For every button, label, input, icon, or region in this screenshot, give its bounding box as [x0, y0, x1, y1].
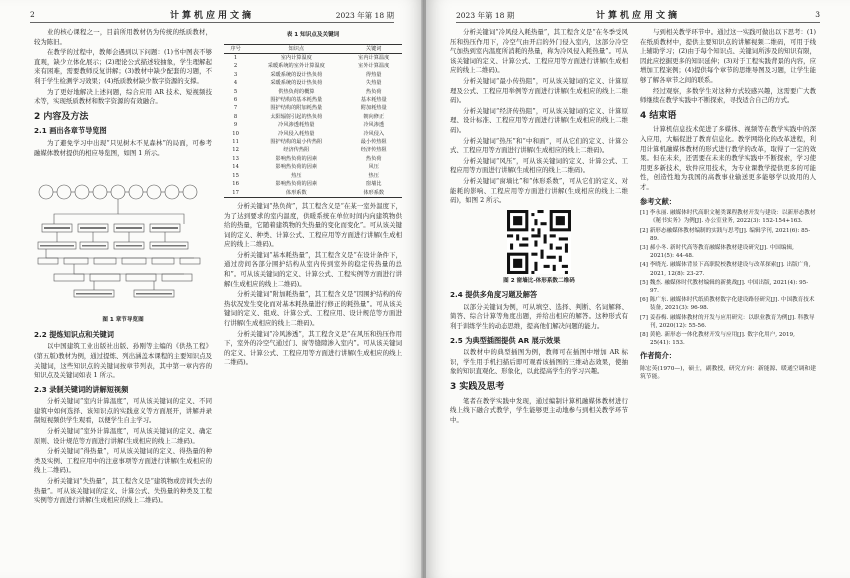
table-cell: 围护结构的基本耗热量: [270, 97, 323, 104]
reference-item: [7] 姜春梅. 融媒体教材的开发与应用研究：以职业教育为例[J]. 科教导刊, 2020(12): 55-56.: [640, 314, 815, 329]
paragraph: 分析关键词“冷风侵入耗热量”，其工程含义是“在冬季受风压和热压作用下，冷空气由开启的外门侵入室内，这部分冷空气加热到室内温度所消耗的热量，称为冷风侵入耗热量”。可从该关键词的定义、计算公式、工程应用等方面进行讲解(生成相应的线上二维码)。: [450, 28, 628, 75]
table-cell: 冷风侵入: [363, 130, 385, 137]
right-column-1: [450, 28, 628, 426]
table-cell: 17: [224, 189, 247, 198]
table-row: [224, 189, 402, 198]
right-column-2: [640, 28, 816, 382]
table-cell: 11: [232, 139, 239, 146]
paragraph: 经过观察，多数学生对这种方式较感兴趣，这需要广大教师继续在教学实践中不断探索，寻找适合自己的方式。: [640, 86, 816, 105]
paragraph: 业的核心课程之一，目前所用教材仍为传统的纸质教材，较为陈旧。: [34, 28, 212, 46]
left-column-1: [34, 28, 212, 507]
table-cell: 基本耗热量: [360, 97, 387, 104]
table-cell: 1: [233, 55, 238, 61]
reference-item: [4] 李晓光. 融媒体背景下高职院校教材建设与改革探索[J]. 出版广角, 2021, 12(8): 23-27.: [640, 262, 811, 277]
table-cell: 热负荷: [365, 155, 382, 162]
table-row: [224, 96, 402, 104]
table-cell: 经济传热阻: [283, 147, 310, 154]
right-page-number: 3: [815, 10, 820, 19]
table-cell: 围护结构的最小传热阻: [270, 139, 323, 146]
table-row: [224, 54, 402, 63]
table-cell: 室内计算温度: [358, 55, 390, 61]
table-cell: 影响热负荷的因素: [275, 164, 318, 171]
table-cell: 失热量: [365, 80, 382, 87]
figure-2-caption: 图 2 窗墙比-体形系数二维码: [503, 277, 575, 284]
table-cell: 14: [232, 164, 239, 171]
table-cell: 热负荷: [365, 88, 382, 95]
paragraph: 计算机信息技术促进了多媒体、视频等在教学实践中的深入应用，大幅促进了教育信息化。教学网络化的改革进程，利用计算机融媒体教材的形式进行教学的改革，取得了一定的效果。但在未来，还需要在未来的教学实践中不断探索，学习使用更多新技术，软件应用技术，为专业课教学提供更多的可能性，创造性地为我国的高教事业输送更多能够学以致用的人才。: [640, 125, 816, 191]
reference-item: [1] 李永丽. 融媒体时代高职文秘类课程教材开发与建设：以新形态教材《秘书实务》为例[J]. 办公室业务, 2022(3): 152-154+163.: [640, 210, 816, 225]
chapter-guide-figure: [34, 162, 212, 312]
table-cell: 热压: [368, 172, 379, 179]
table-row: [224, 130, 402, 138]
paragraph: 在教学的过程中，教师会遇到以下问题：(1)书中图表不够直观，缺少立体化展示；(2)理论公式描述较抽象，学生理解起来有困难，需要教师反复讲解；(3)教材中缺少配套的习题，不利于学生检测学习效果；(4)纸质教材缺少数字资源的支撑。: [34, 48, 212, 85]
paragraph: 分析关键词“附加耗热量”，其工程含义是“因围护结构的传热状况发生变化而对基本耗热量进行修正的耗热量”。可从该关键词的定义、组成、计算公式、工程应用、设计规范等方面进行讲解(生成相应的线上二维码)。: [224, 290, 402, 328]
paragraph: 分析关键词“基本耗热量”，其工程含义是“在设计条件下，通过房间各部分围护结构从室内传到室外的稳定传热量的总和”。可从该关键词的定义、计算公式、工程实例等方面进行讲解(生成相应的线上二维码)。: [224, 250, 402, 288]
journal-title: 计算机应用文摘: [595, 11, 680, 21]
paragraph: 分析关键词“失热量”，其工程含义是“建筑物或房间失去的热量”。可从该关键词的定义、计算公式、失热量的种类及工程实例等方面进行讲解(生成相应的线上二维码)。: [34, 477, 212, 505]
subsection-heading: 2.4 提供多角度习题及解答: [450, 290, 538, 300]
paragraph: 为了避免学习中出现“只见树木不见森林”的局面，可参考融媒体教材提供的相应导览图，如图 1 所示。: [34, 138, 212, 157]
subsection-heading: 2.3 录制关键词的讲解短视频: [34, 384, 129, 394]
paragraph: 与到相关教学环节中。通过这一实践可做出以下思考：(1)在纸质教材中，提供主要知识点的讲解视频二维码，可用于线上辅助学习；(2)由于每个知识点、关键词所涉及的知识有限，因此应挖掘更多的知识延伸；(3)对于工程实践背景的内容，应增加工程案例；(4)提供每个章节的思维导图及习题，让学生能够了解各章节之间的联系。: [640, 28, 816, 84]
subsection-heading: 2.5 为典型插图提供 AR 展示效果: [450, 335, 561, 345]
table-cell: 热压: [291, 172, 302, 179]
paragraph: 分析关键词“热压”和“中和面”，可从它们的定义、计算公式、工程应用等方面进行讲解(生成相应的线上二维码)。: [450, 136, 628, 155]
table-cell: 6: [233, 97, 238, 104]
left-page-number: 2: [30, 10, 35, 19]
left-issue: 2023 年第 18 期: [335, 11, 394, 20]
paragraph: 分析关键词“风压”，可从该关键词的定义、计算公式、工程应用等方面进行讲解(生成相应的线上二维码)。: [450, 156, 628, 175]
qr-code-icon[interactable]: [507, 210, 571, 274]
paragraph: 分析关键词“最小传热阻”，可从该关键词的定义、计算原理及公式、工程应用举例等方面进行讲解(生成相应的线上二维码)。: [450, 76, 628, 105]
author-heading: 作者简介：: [640, 351, 676, 361]
right-page: [426, 0, 850, 578]
author-bio: 陈宏英(1970—)，硕士，副教授，研究方向：新能源、暖通空调和建筑节能。: [640, 365, 816, 381]
table-row: [224, 155, 402, 163]
table-cell: 9: [233, 122, 238, 129]
table-cell: 采暖系统的设计热负荷: [270, 80, 323, 87]
section-heading: 2 内容及方法: [34, 111, 89, 122]
table-cell: 室外计算温度: [358, 63, 390, 70]
table-cell: 影响热负荷的因素: [275, 181, 318, 188]
table-1-title: 表 1 知识点及关键词: [286, 32, 340, 38]
table-cell: 15: [232, 172, 239, 179]
paragraph: 以中国建筑工业出版社出版、孙刚等主编的《供热工程》(第五版)教材为例，通过提炼、列出涵盖本课程的主要知识点及关键词，这些知识点的关键词按章节列表，其中第一章内容的知识点及关键词如表 1 所示。: [34, 342, 212, 380]
table-cell: 4: [233, 80, 238, 87]
right-page-header: [456, 8, 820, 23]
reference-item: [5] 魏杰. 融媒体时代教材编辑的新挑战[J]. 中国出版, 2021(4): 95-97.: [640, 279, 809, 294]
table-row: [224, 146, 402, 154]
table-cell: 16: [232, 181, 239, 188]
table-row: [224, 104, 402, 112]
paragraph: 为了更好地解决上述问题，综合应用 AR 技术、短视频技术等，实现纸质教材和数字资源的有效融合。: [34, 87, 212, 106]
table-cell: 室内计算温度: [280, 55, 312, 61]
table-cell: 采暖系统的设计热负荷: [270, 71, 323, 78]
table-header: 知识点: [247, 44, 345, 53]
paragraph: 分析关键词“窗墙比”和“体形系数”，可从它们的定义、对能耗的影响、工程应用等方面进行讲解(生成相应的线上二维码)，如图 2 所示。: [450, 176, 628, 205]
table-cell: 7: [233, 105, 238, 112]
left-column-2: [224, 28, 402, 369]
paragraph: 笔者在教学实践中发现，通过编制计算机融媒体教材进行线上线下融合式教学，学生能够更主动地参与到相关教学环节中。: [450, 396, 628, 424]
reference-item: [2] 新形态融媒体教材编制的实践与思考[J]. 编辑学刊, 2021(6): 85-89.: [640, 227, 811, 242]
table-cell: 围护结构的附加耗热量: [270, 105, 323, 112]
table-cell: 供热负荷的概算: [278, 88, 315, 95]
table-cell: 窗墙比: [365, 181, 382, 188]
table-cell: 体形系数: [345, 189, 402, 198]
journal-title: 计算机应用文摘: [169, 11, 254, 21]
references-list: [640, 209, 816, 347]
right-issue: 2023 年第 18 期: [456, 11, 515, 20]
table-cell: 采暖系统的室外计算温度: [267, 63, 325, 70]
table-row: [224, 88, 402, 96]
table-header: 序号: [224, 44, 247, 53]
references-heading: 参考文献：: [640, 196, 676, 206]
table-row: [224, 113, 402, 121]
table-cell: 最小传热阻: [360, 139, 387, 146]
table-row: [224, 163, 402, 171]
left-page: [0, 0, 424, 578]
table-row: [224, 180, 402, 188]
table-cell: 冷风渗透耗热量: [278, 122, 315, 129]
section-heading: 4 结束语: [640, 110, 677, 121]
table-row: [224, 71, 402, 79]
table-row: [224, 172, 402, 180]
table-header: 关键词: [345, 44, 402, 53]
table-cell: 冷风侵入耗热量: [278, 130, 315, 137]
paragraph: 分析关键词“热负荷”，其工程含义是“在某一室外温度下，为了达到要求的室内温度，供暖系统在单位时间内向建筑物供给的热量，它随着建筑物的失热量的变化而变化”。可从该关键词的定义、种类、计算公式、工程应用等方面进行讲解(生成相应的线上二维码)。: [224, 201, 402, 249]
keywords-table: [224, 44, 402, 198]
paragraph: 以部分关键词为例，可从填空、选择、判断、名词解释、简答、综合计算等角度出题，并给出相应的解答。这种形式有利于训练学生的动态思维，提高他们解决问题的能力。: [450, 302, 628, 331]
table-row: [224, 79, 402, 87]
table-cell: 朝向修正: [363, 113, 385, 120]
paragraph: 分析关键词“经济传热阻”，可从该关键词的定义、计算原理、设计标准、工程应用等方面进行讲解(生成相应的线上二维码)。: [450, 106, 628, 134]
table-row: [224, 138, 402, 146]
table-cell: 得热量: [365, 71, 382, 78]
table-cell: 经济传热阻: [360, 147, 387, 154]
table-cell: 太阳辐射引起的热负荷: [270, 113, 323, 120]
paragraph: 分析关键词“得热量”，可从该关键词的定义、得热量的种类及实例、工程应用中的注意事项等方面进行讲解(生成相应的线上二维码)。: [34, 447, 212, 475]
subsection-heading: 2.1 画出各章节导览图: [34, 126, 107, 136]
table-cell: 12: [232, 147, 239, 154]
table-cell: 附加耗热量: [360, 105, 387, 112]
table-cell: 10: [232, 130, 239, 137]
left-page-header: [30, 8, 394, 23]
paragraph: 以教材中的典型插图为例，教师可在插图中增加 AR 标识，学生用手机扫描后即可观看该插图的三维动态效果，使抽象的知识直观化、形象化，以此提高学生的学习兴趣。: [450, 348, 628, 376]
figure-1-caption: 图 1 章节导览图: [102, 317, 144, 324]
reference-item: [6] 陈广东. 融媒体时代纸质教材数字化建设路径研究[J]. 中国教育技术装备, 2021(3): 96-98.: [640, 297, 815, 312]
section-heading: 3 实践及思考: [450, 382, 505, 393]
table-row: [224, 62, 402, 70]
table-cell: 2: [233, 63, 238, 70]
paragraph: 分析关键词“冷风渗透”，其工程含义是“在风压和热压作用下，室外的冷空气通过门、窗等缝隙渗入室内”。可从该关键词的定义、计算公式、工程应用等方面进行讲解(生成相应的线上二维码)。: [224, 329, 402, 367]
reference-item: [8] 黄艳. 新形态一体化教材开发与应用[J]. 数字化用户, 2019, 25(41): 153.: [640, 331, 795, 347]
table-cell: 5: [233, 88, 238, 95]
table-cell: 风压: [368, 164, 379, 171]
table-row: [224, 121, 402, 129]
paragraph: 分析关键词“室内计算温度”，可从该关键词的定义、不同建筑中如何选择、该知识点的实践意义等方面展开，讲解并录制短视频供学生观看，以便学生自主学习。: [34, 397, 212, 425]
table-cell: 体形系数: [247, 189, 345, 198]
table-cell: 影响热负荷的因素: [275, 155, 318, 162]
table-cell: 13: [232, 155, 239, 162]
subsection-heading: 2.2 提炼知识点和关键词: [34, 329, 114, 339]
reference-item: [3] 郝小冬. 新时代高等教育融媒体教材建设研究[J]. 中国编辑, 2021(5): 44-48.: [640, 244, 794, 260]
table-cell: 3: [233, 71, 238, 78]
table-cell: 冷风渗透: [363, 122, 385, 129]
table-cell: 8: [233, 113, 238, 120]
paragraph: 分析关键词“室外计算温度”，可从该关键词的定义、确定原则、设计规范等方面进行讲解(生成相应的线上二维码)。: [34, 427, 212, 445]
